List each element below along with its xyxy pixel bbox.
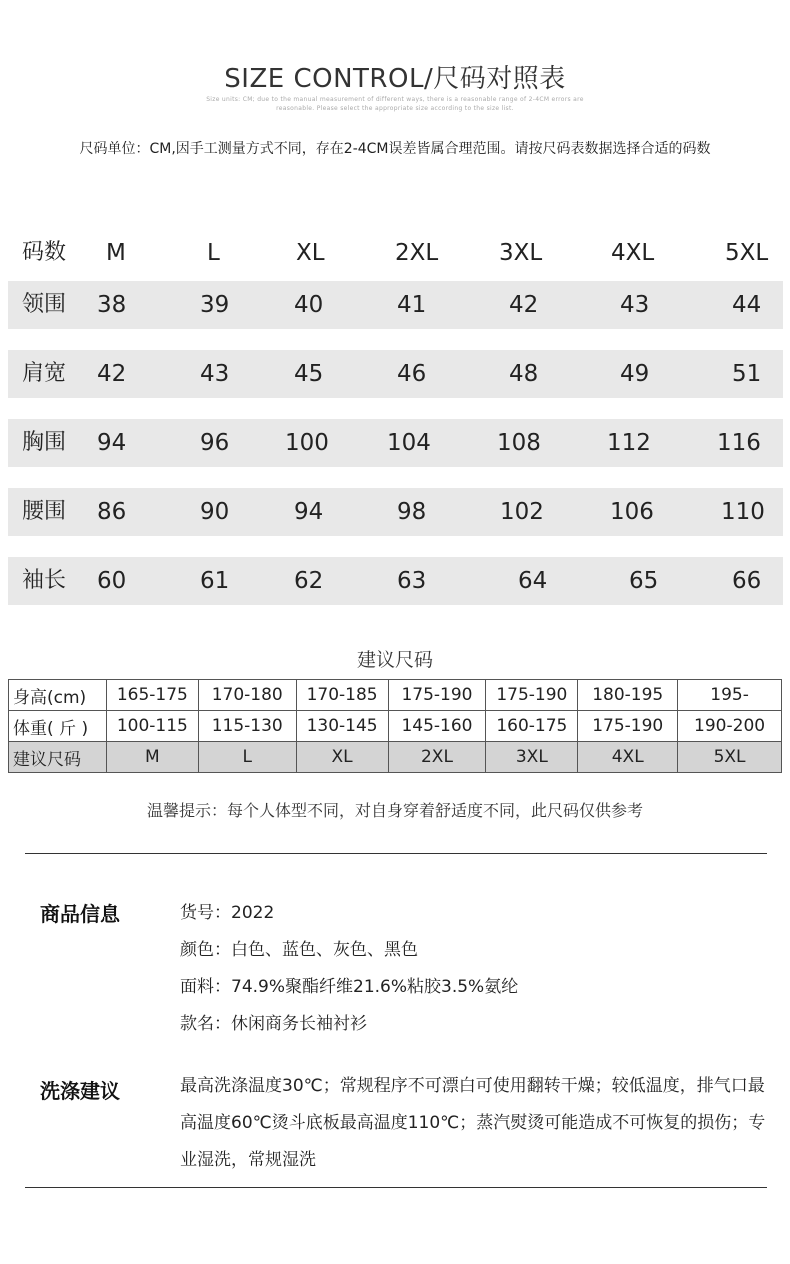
- row-label: 腰围: [22, 499, 67, 524]
- size-value: 66: [732, 568, 762, 594]
- product-sku: 货号：2022: [180, 903, 275, 923]
- row-label: 袖长: [22, 568, 67, 593]
- size-row-waist: [8, 488, 783, 536]
- table-cell: 175-190: [388, 680, 486, 711]
- size-value: 65: [629, 568, 659, 594]
- size-value: 90: [200, 499, 230, 525]
- size-value: 40: [294, 292, 324, 318]
- divider-top: [25, 853, 767, 854]
- size-header-cell: L: [207, 240, 220, 266]
- divider-bottom: [25, 1187, 767, 1188]
- table-cell: 180-195: [578, 680, 678, 711]
- row-label: 建议尺码: [9, 742, 107, 773]
- table-cell: M: [106, 742, 198, 773]
- size-value: 43: [200, 361, 230, 387]
- size-value: 48: [509, 361, 539, 387]
- table-cell: 195-: [678, 680, 782, 711]
- size-value: 46: [397, 361, 427, 387]
- table-cell: 165-175: [106, 680, 198, 711]
- size-value: 96: [200, 430, 230, 456]
- size-value: 42: [509, 292, 539, 318]
- size-header-cell: 4XL: [611, 240, 655, 266]
- size-value: 110: [721, 499, 765, 525]
- size-header-row: [8, 229, 783, 277]
- size-value: 43: [620, 292, 650, 318]
- product-fabric: 面料：74.9%聚酯纤维21.6%粘胶3.5%氨纶: [180, 977, 519, 997]
- size-value: 42: [97, 361, 127, 387]
- washing-text: 最高洗涤温度30℃；常规程序不可漂白可使用翻转干燥；较低温度，排气口最高温度60℃烫斗底板最高温度110℃；蒸汽熨烫可能造成不可恢复的损伤；专业湿洗，常规湿洗: [180, 1076, 766, 1170]
- table-cell: 175-190: [578, 711, 678, 742]
- size-value: 108: [497, 430, 541, 456]
- row-label: 身高(cm): [9, 680, 107, 711]
- table-cell: 100-115: [106, 711, 198, 742]
- size-header-cell: M: [106, 240, 126, 266]
- size-value: 112: [607, 430, 651, 456]
- row-label: 胸围: [22, 430, 67, 455]
- size-value: 61: [200, 568, 230, 594]
- size-value: 104: [387, 430, 431, 456]
- size-value: 49: [620, 361, 650, 387]
- height-row: [9, 680, 782, 711]
- size-value: 60: [97, 568, 127, 594]
- size-row-chest: [8, 419, 783, 467]
- size-header-label: 码数: [22, 240, 67, 265]
- table-cell: 3XL: [486, 742, 578, 773]
- row-label: 体重( 斤 ): [9, 711, 107, 742]
- table-cell: 160-175: [486, 711, 578, 742]
- size-row-sleeve: [8, 557, 783, 605]
- size-value: 64: [518, 568, 548, 594]
- size-value: 106: [610, 499, 654, 525]
- size-value: 102: [500, 499, 544, 525]
- size-value: 41: [397, 292, 427, 318]
- size-unit-note: 尺码单位：CM,因手工测量方式不同，存在2-4CM误差皆属合理范围。请按尺码表数据选择合适的码数: [79, 141, 711, 157]
- table-cell: 5XL: [678, 742, 782, 773]
- product-colors: 颜色：白色、蓝色、灰色、黑色: [180, 940, 418, 960]
- table-cell: 115-130: [198, 711, 296, 742]
- recommend-title: 建议尺码: [356, 649, 433, 671]
- table-cell: XL: [296, 742, 388, 773]
- size-tip: 温馨提示：每个人体型不同，对自身穿着舒适度不同，此尺码仅供参考: [146, 801, 643, 820]
- size-value: 51: [732, 361, 762, 387]
- weight-row: [9, 711, 782, 742]
- table-cell: 4XL: [578, 742, 678, 773]
- table-cell: 2XL: [388, 742, 486, 773]
- table-cell: 145-160: [388, 711, 486, 742]
- table-cell: 190-200: [678, 711, 782, 742]
- size-header-cell: 2XL: [395, 240, 439, 266]
- size-value: 38: [97, 292, 127, 318]
- size-value: 45: [294, 361, 324, 387]
- recommend-table: [8, 679, 782, 773]
- product-info-title: 商品信息: [40, 902, 120, 926]
- size-value: 94: [97, 430, 127, 456]
- product-style: 款名：休闲商务长袖衬衫: [180, 1014, 367, 1034]
- row-label: 肩宽: [22, 361, 67, 386]
- size-value: 98: [397, 499, 427, 525]
- washing-title: 洗涤建议: [40, 1079, 120, 1103]
- size-header-cell: XL: [296, 240, 325, 266]
- size-value: 94: [294, 499, 324, 525]
- table-cell: 175-190: [486, 680, 578, 711]
- size-value: 44: [732, 292, 762, 318]
- size-row-neck: [8, 281, 783, 329]
- recommended-size-row: [9, 742, 782, 773]
- row-label: 领围: [22, 292, 67, 317]
- size-chart-title: SIZE CONTROL/尺码对照表: [224, 64, 566, 94]
- size-value: 63: [397, 568, 427, 594]
- size-value: 39: [200, 292, 230, 318]
- table-cell: 170-180: [198, 680, 296, 711]
- table-cell: L: [198, 742, 296, 773]
- size-value: 100: [285, 430, 329, 456]
- size-value: 62: [294, 568, 324, 594]
- size-chart-subtitle: Size units: CM; due to the manual measurement of different ways, there is a reasonable range of 2-4CM errors are reasonable. Please select the appropriate size according to the size list.: [206, 96, 584, 112]
- size-value: 86: [97, 499, 127, 525]
- table-cell: 170-185: [296, 680, 388, 711]
- size-header-cell: 3XL: [499, 240, 543, 266]
- size-header-cell: 5XL: [725, 240, 769, 266]
- table-cell: 130-145: [296, 711, 388, 742]
- size-value: 116: [717, 430, 761, 456]
- size-row-shoulder: [8, 350, 783, 398]
